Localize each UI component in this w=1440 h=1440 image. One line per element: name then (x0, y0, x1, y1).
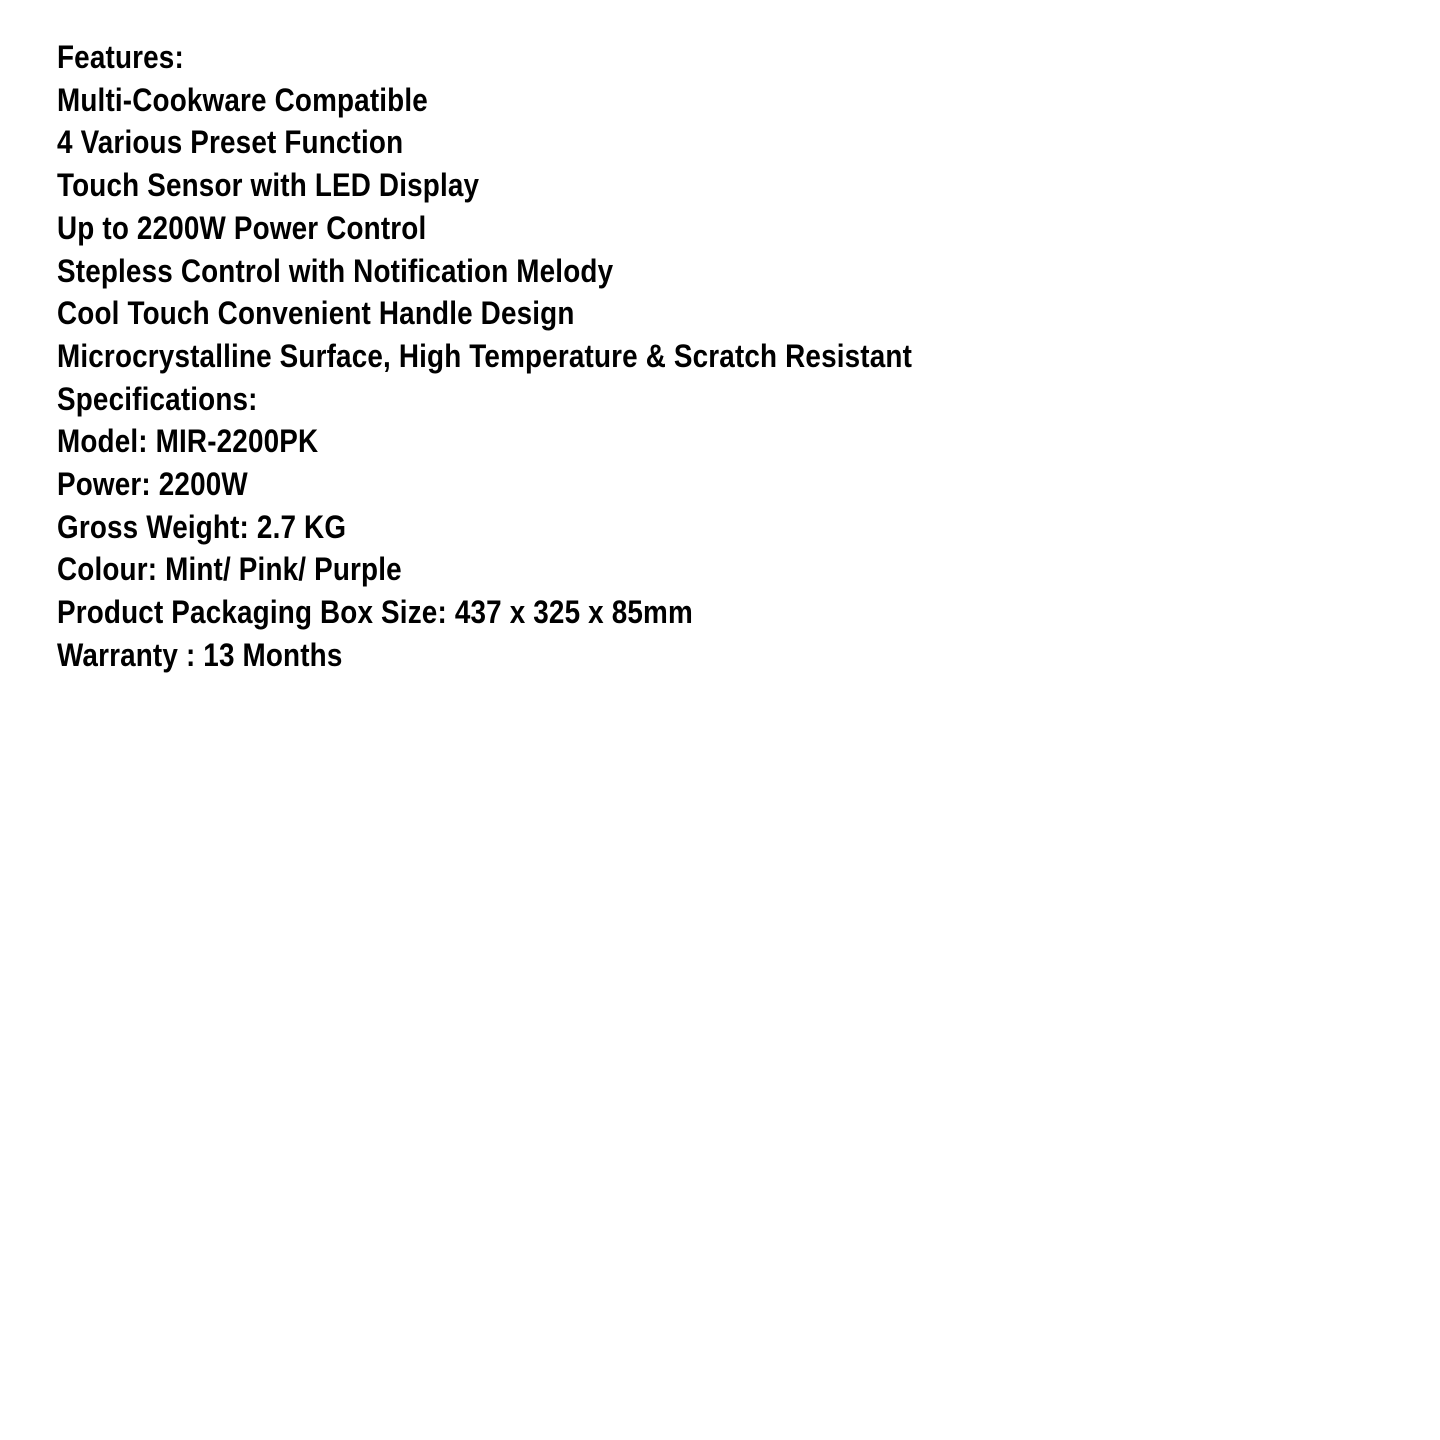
spec-item-colour: Colour: Mint/ Pink/ Purple (57, 551, 402, 588)
product-description-text (57, 36, 1040, 677)
spec-item-power: Power: 2200W (57, 466, 248, 503)
feature-item-preset-function: 4 Various Preset Function (57, 124, 404, 161)
spec-item-warranty: Warranty : 13 Months (57, 636, 343, 673)
feature-item-touch-sensor: Touch Sensor with LED Display (57, 167, 480, 204)
feature-item-multi-cookware: Multi-Cookware Compatible (57, 81, 428, 118)
feature-item-microcrystalline-surface: Microcrystalline Surface, High Temperature & Scratch Resistant (57, 337, 913, 374)
spec-item-box-size: Product Packaging Box Size: 437 x 325 x 85mm (57, 594, 693, 631)
specifications-heading: Specifications: (57, 380, 258, 417)
spec-item-gross-weight: Gross Weight: 2.7 KG (57, 508, 347, 545)
feature-item-handle-design: Cool Touch Convenient Handle Design (57, 295, 575, 332)
spec-item-model: Model: MIR-2200PK (57, 423, 319, 460)
features-heading: Features: (57, 39, 184, 75)
feature-item-stepless-control: Stepless Control with Notification Melody (57, 252, 614, 289)
feature-item-power-control: Up to 2200W Power Control (57, 209, 427, 246)
